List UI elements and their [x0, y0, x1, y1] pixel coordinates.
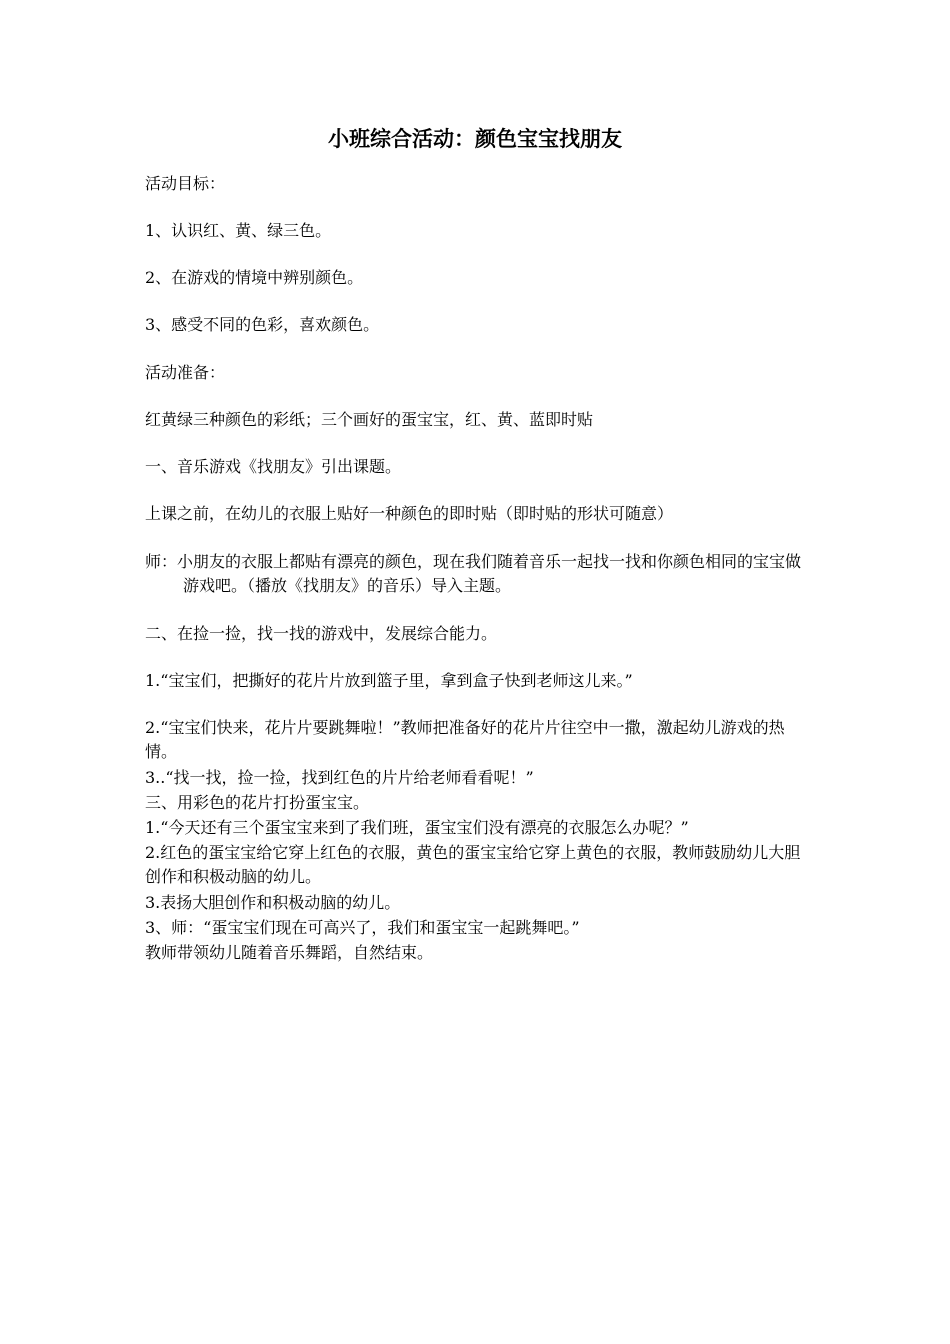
step-2-item-1: 1.“宝宝们，把撕好的花片片放到篮子里，拿到盒子快到老师这儿来。” [145, 671, 633, 690]
step-heading-3: 三、用彩色的花片打扮蛋宝宝。 [145, 793, 370, 812]
preparation-text: 红黄绿三种颜色的彩纸；三个画好的蛋宝宝，红、黄、蓝即时贴 [145, 410, 594, 429]
step-heading-2: 二、在捡一捡，找一找的游戏中，发展综合能力。 [145, 624, 498, 643]
step-3-item-1: 1.“今天还有三个蛋宝宝来到了我们班，蛋宝宝们没有漂亮的衣服怎么办呢？” [145, 818, 689, 837]
section-heading-preparation: 活动准备： [145, 363, 226, 382]
step-3-item-2: 2.红色的蛋宝宝给它穿上红色的衣服，黄色的蛋宝宝给它穿上黄色的衣服，教师鼓励幼儿大胆创作和积极动脑的幼儿。 [145, 843, 801, 886]
goal-item-3: 3、感受不同的色彩，喜欢颜色。 [145, 315, 380, 334]
step-heading-1: 一、音乐游戏《找朋友》引出课题。 [145, 457, 402, 476]
step-3-item-4: 3、师：“蛋宝宝们现在可高兴了，我们和蛋宝宝一起跳舞吧。” [145, 918, 580, 937]
step-1-text: 上课之前，在幼儿的衣服上贴好一种颜色的即时贴（即时贴的形状可随意） [145, 504, 674, 523]
section-heading-goals: 活动目标： [145, 174, 226, 193]
goal-item-1: 1、认识红、黄、绿三色。 [145, 221, 332, 240]
closing-text: 教师带领幼儿随着音乐舞蹈，自然结束。 [145, 943, 434, 962]
step-2-item-2: 2.“宝宝们快来，花片片要跳舞啦！”教师把准备好的花片片往空中一撒，激起幼儿游戏的热情。 [145, 718, 785, 761]
step-3-item-3: 3.表扬大胆创作和积极动脑的幼儿。 [145, 893, 401, 912]
goal-item-2: 2、在游戏的情境中辨别颜色。 [145, 268, 364, 287]
step-2-item-3: 3..“找一找，捡一捡，找到红色的片片给老师看看呢！” [145, 768, 534, 787]
teacher-dialogue: 师：小朋友的衣服上都贴有漂亮的颜色，现在我们随着音乐一起找一找和你颜色相同的宝宝做游戏吧。（播放《找朋友》的音乐）导入主题。 [145, 552, 802, 595]
document-title: 小班综合活动：颜色宝宝找朋友 [328, 126, 622, 151]
